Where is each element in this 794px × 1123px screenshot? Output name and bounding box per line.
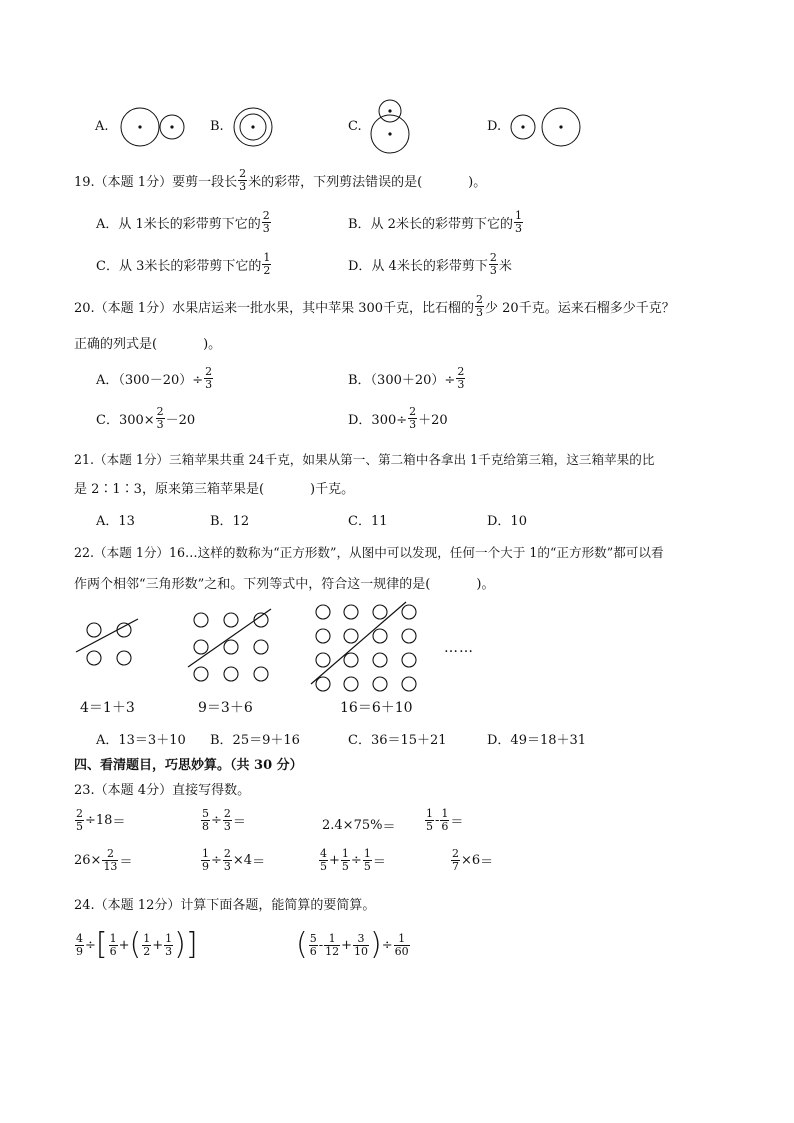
- fraction-denominator: 9: [76, 945, 83, 958]
- math-token: -: [318, 937, 324, 953]
- fraction: [223, 808, 232, 832]
- q19-frac-num: 2: [239, 167, 247, 180]
- q20-option-d[interactable]: [348, 406, 448, 430]
- q19-option-d-suffix: 米: [498, 258, 512, 274]
- q20-stem-fraction: [475, 294, 484, 318]
- fraction: [394, 933, 410, 957]
- q22-option-c[interactable]: C．36＝15＋21: [348, 733, 447, 748]
- q19-option-d[interactable]: [348, 252, 512, 276]
- math-token: -: [435, 812, 440, 828]
- q24-p1-right-bracket: ]: [185, 927, 198, 962]
- q22-option-d[interactable]: D．49＝18＋31: [487, 733, 587, 748]
- q19-stem: [74, 168, 486, 192]
- q22-stem-line1: 22.（本题 1分）16…这样的数称为“正方形数”，从图中可以发现，任何一个大于 1的“正方形数”都可以看: [74, 545, 664, 560]
- q18-option-c-figure: [366, 97, 416, 155]
- q21-stem-line1: 21.（本题 1分）三箱苹果共重 24千克，如果从第一、第二箱中各拿出 1千克给第三箱，这三箱苹果的比: [74, 452, 655, 467]
- fraction-numerator: 2: [223, 847, 231, 860]
- q20-stem: [74, 294, 675, 318]
- fraction-numerator: 2: [476, 293, 484, 306]
- fraction-numerator: 1: [263, 251, 271, 264]
- q18-option-a-label[interactable]: A.: [95, 119, 109, 134]
- fraction-numerator: 1: [441, 807, 449, 820]
- q23-expr-4: [424, 808, 463, 832]
- fraction-denominator: 3: [165, 945, 173, 958]
- q19-option-d-text: D．从 4米长的彩带剪下: [348, 258, 488, 274]
- q20-option-c-text: C．300×: [96, 412, 155, 428]
- q22-fig-label-16: 16＝6＋10: [340, 700, 413, 716]
- fraction-numerator: 1: [165, 932, 173, 945]
- fraction-numerator: 1: [202, 847, 209, 860]
- q20-stem-text-b: 少 20千克。运来石榴多少千克？: [485, 300, 675, 316]
- fraction: [102, 848, 118, 872]
- fraction-numerator: 2: [223, 807, 231, 820]
- q24-p1-left-bracket: [: [95, 927, 108, 962]
- fraction-denominator: 6: [441, 820, 449, 833]
- fraction: [201, 848, 210, 872]
- math-token: ÷: [211, 812, 222, 828]
- fraction: [75, 933, 84, 957]
- q24-stem: 24.（本题 12分）计算下面各题，能简算的要简算。: [74, 898, 376, 913]
- fraction-denominator: 9: [202, 860, 209, 873]
- q23-expr-6: [200, 848, 265, 872]
- fraction-denominator: 13: [103, 860, 118, 873]
- fraction-denominator: 3: [262, 222, 270, 235]
- math-token: +: [118, 937, 130, 953]
- fraction-denominator: 5: [320, 860, 327, 873]
- fraction: [425, 808, 434, 832]
- q21-option-d[interactable]: D．10: [487, 514, 527, 529]
- math-token: ÷: [211, 852, 222, 868]
- fraction-denominator: 5: [363, 860, 371, 873]
- fraction: [440, 808, 449, 832]
- fraction-numerator: 2: [262, 209, 270, 222]
- fraction: [309, 933, 318, 957]
- fraction-numerator: 1: [514, 209, 522, 222]
- q18-option-c-label[interactable]: C.: [348, 119, 362, 134]
- fraction-denominator: 3: [457, 378, 465, 391]
- fraction-denominator: 60: [394, 945, 409, 958]
- fraction-numerator: 1: [328, 932, 336, 945]
- fraction-numerator: 2: [156, 405, 164, 418]
- q20-line2-end: )。: [203, 337, 222, 352]
- fraction: [341, 848, 350, 872]
- fraction-numerator: 4: [76, 932, 83, 945]
- fraction-denominator: 3: [223, 820, 231, 833]
- q20-option-b-fraction: [456, 366, 465, 390]
- fraction: [363, 848, 372, 872]
- q22-line2-text: 作两个相邻“三角形数”之和。下列等式中，符合这一规律的是(: [74, 577, 431, 592]
- q19-stem-text-b: 米的彩带，下列剪法错误的是(: [248, 174, 423, 190]
- fraction: [353, 933, 369, 957]
- q20-option-c[interactable]: [96, 406, 195, 430]
- q19-option-b[interactable]: [348, 210, 524, 234]
- q23-expr-3: [322, 816, 395, 835]
- q21-line2-text: 是 2∶1∶3，原来第三箱苹果是(: [74, 482, 265, 497]
- q21-line2-end: )千克。: [310, 482, 355, 497]
- q18-option-b-figure: [230, 104, 276, 150]
- fraction: [223, 848, 232, 872]
- section-4-heading: 四、看清题目，巧思妙算。（共 30 分）: [74, 758, 303, 773]
- fraction-denominator: 3: [205, 378, 213, 391]
- fraction: [201, 808, 210, 832]
- math-token: ＝: [382, 820, 396, 835]
- fraction-denominator: 2: [263, 264, 271, 277]
- fraction: [109, 933, 118, 957]
- math-token: ＝: [480, 854, 494, 870]
- fraction-denominator: 2: [143, 945, 151, 958]
- fraction-numerator: 3: [357, 932, 365, 945]
- fraction-numerator: 5: [202, 807, 209, 820]
- fraction-denominator: 3: [514, 222, 522, 235]
- q20-option-a-text: A．（300－20）÷: [96, 372, 204, 388]
- math-token: ＝: [252, 854, 266, 870]
- q20-line2-text: 正确的列式是(: [74, 337, 158, 352]
- fraction: [319, 848, 328, 872]
- q22-option-a[interactable]: A．13＝3＋10: [96, 733, 186, 748]
- math-token: +: [152, 937, 164, 953]
- fraction: [75, 808, 84, 832]
- fraction-numerator: 2: [409, 405, 417, 418]
- q21-option-c[interactable]: C．11: [348, 514, 388, 529]
- q20-option-d-text: D．300÷: [348, 412, 408, 428]
- math-token: ×6: [461, 852, 481, 868]
- q18-option-a-figure: [115, 104, 190, 150]
- math-token: ÷: [350, 852, 362, 868]
- q20-option-c-suffix: －20: [165, 412, 196, 428]
- fraction-numerator: 2: [205, 365, 213, 378]
- q23-expr-1-equals: ＝: [112, 814, 126, 830]
- q19-option-c-fraction: [262, 252, 271, 276]
- q19-option-b-fraction: [514, 210, 523, 234]
- q19-option-a-fraction: [262, 210, 271, 234]
- fraction-numerator: 5: [309, 932, 317, 945]
- q20-option-d-suffix: ＋20: [418, 412, 448, 428]
- fraction-numerator: 2: [457, 365, 465, 378]
- fraction-denominator: 10: [354, 945, 369, 958]
- q23-expr-5: [74, 848, 132, 872]
- math-token: ＝: [372, 854, 386, 870]
- q22-figure-9-dots: [185, 605, 277, 687]
- q24-p2-left-paren: (: [296, 927, 308, 962]
- q19-option-a[interactable]: [96, 210, 272, 234]
- q19-option-c[interactable]: [96, 252, 272, 276]
- fraction-numerator: 1: [341, 847, 349, 860]
- fraction-numerator: 1: [398, 932, 406, 945]
- fraction-denominator: 6: [109, 945, 117, 958]
- fraction-numerator: 1: [363, 847, 371, 860]
- fraction-denominator: 3: [156, 418, 164, 431]
- q24-p1-left-paren: (: [129, 927, 142, 962]
- q20-option-d-fraction: [408, 406, 417, 430]
- q20-option-b-text: B．（300＋20）÷: [348, 372, 456, 388]
- q23-stem: 23.（本题 4分）直接写得数。: [74, 783, 251, 798]
- q22-fig-label-4: 4＝1＋3: [80, 700, 135, 716]
- q24-problem-1: [74, 927, 198, 962]
- fraction-numerator: 1: [109, 932, 117, 945]
- q19-option-c-text: C．从 3米长的彩带剪下它的: [96, 258, 262, 274]
- fraction-denominator: 3: [476, 306, 484, 319]
- fraction: [164, 933, 173, 957]
- q19-stem-fraction: [238, 168, 247, 192]
- fraction-numerator: 2: [76, 807, 83, 820]
- q23-expr-7: [318, 848, 386, 872]
- q24-p2-right-paren: ): [370, 927, 382, 962]
- q20-stem-line2: [74, 333, 221, 352]
- q19-option-d-fraction: [489, 252, 498, 276]
- q24-p1-right-paren: ): [174, 927, 186, 962]
- math-token: ×4: [232, 852, 253, 868]
- q21-stem-line2: [74, 478, 354, 497]
- q19-option-a-text: A．从 1米长的彩带剪下它的: [96, 216, 261, 232]
- fraction-denominator: 3: [489, 264, 497, 277]
- q20-option-a-fraction: [204, 366, 213, 390]
- q22-figure-ellipsis: ……: [444, 640, 474, 656]
- fraction: [451, 848, 460, 872]
- math-token: 2.4×75%: [322, 818, 383, 833]
- math-token: ＝: [450, 814, 464, 830]
- q22-stem-line2: [74, 573, 494, 592]
- math-token: ＝: [119, 854, 133, 870]
- q23-expr-2: [200, 808, 246, 832]
- q23-expr-1: [74, 808, 125, 832]
- q20-stem-text-a: 20.（本题 1分）水果店运来一批水果，其中苹果 300千克，比石榴的: [74, 300, 475, 316]
- fraction-denominator: 5: [76, 820, 83, 833]
- math-token: 26×: [74, 852, 102, 868]
- fraction: [324, 933, 340, 957]
- fraction-denominator: 5: [341, 860, 349, 873]
- math-token: ＝: [232, 814, 246, 830]
- q22-line2-end: )。: [476, 577, 495, 592]
- fraction-numerator: 2: [106, 847, 114, 860]
- q19-option-b-text: B．从 2米长的彩带剪下它的: [348, 216, 513, 232]
- q20-option-b[interactable]: [348, 366, 466, 390]
- fraction-denominator: 3: [409, 418, 417, 431]
- fraction-denominator: 3: [223, 860, 231, 873]
- q19-frac-den: 3: [239, 180, 247, 193]
- q21-option-a[interactable]: A．13: [96, 514, 135, 529]
- fraction-denominator: 7: [452, 860, 459, 873]
- fraction-numerator: 4: [320, 847, 327, 860]
- q19-stem-text-c: )。: [468, 174, 487, 190]
- fraction-denominator: 6: [309, 945, 317, 958]
- q24-problem-2: [296, 927, 411, 962]
- q21-option-b[interactable]: B．12: [210, 514, 250, 529]
- q22-figure-16-dots: [308, 598, 428, 698]
- fraction-numerator: 2: [452, 847, 459, 860]
- fraction-denominator: 5: [426, 820, 433, 833]
- q22-fig-label-9: 9＝3＋6: [198, 700, 253, 716]
- fraction-numerator: 1: [143, 932, 151, 945]
- math-token: ÷: [381, 937, 393, 953]
- q19-stem-text-a: 19.（本题 1分）要剪一段长: [74, 174, 238, 190]
- fraction-numerator: 1: [426, 807, 433, 820]
- q20-option-a[interactable]: [96, 366, 214, 390]
- q20-option-c-fraction: [156, 406, 165, 430]
- math-token: ÷18: [85, 812, 113, 828]
- math-token: ÷: [85, 937, 96, 953]
- q18-option-b-label[interactable]: B.: [210, 119, 224, 134]
- q22-option-b[interactable]: B．25＝9＋16: [210, 733, 300, 748]
- q18-option-d-figure: [505, 104, 583, 150]
- q22-figure-4-dots: [72, 615, 142, 675]
- q23-expr-8: [450, 848, 493, 872]
- fraction: [142, 933, 151, 957]
- fraction-numerator: 2: [489, 251, 497, 264]
- q18-option-d-label[interactable]: D.: [487, 119, 502, 134]
- math-token: +: [341, 937, 353, 953]
- math-token: +: [329, 852, 340, 868]
- fraction-denominator: 12: [325, 945, 340, 958]
- fraction-denominator: 8: [202, 820, 209, 833]
